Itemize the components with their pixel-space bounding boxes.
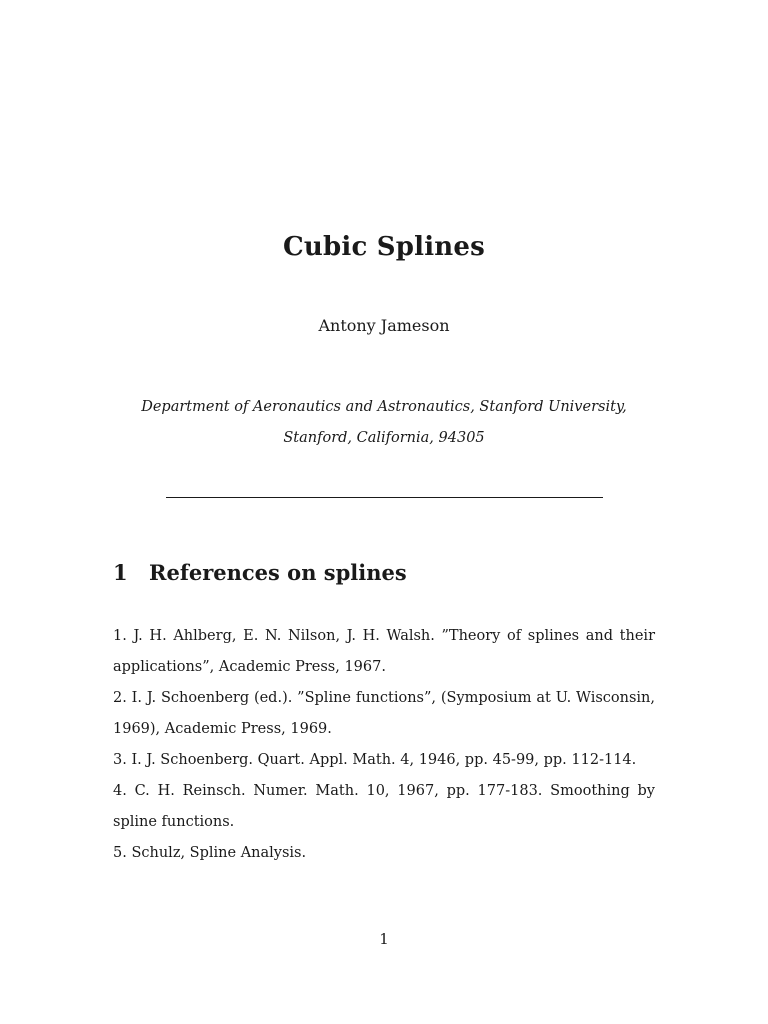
section-title: References on splines xyxy=(149,560,407,585)
section-number: 1 xyxy=(113,560,128,585)
author-name: Antony Jameson xyxy=(318,316,450,335)
paper-title: Cubic Splines xyxy=(283,232,485,262)
title-divider xyxy=(166,497,603,498)
reference-item: 1. J. H. Ahlberg, E. N. Nilson, J. H. Walsh. ”Theory of splines and their applications”, Academic Press, 1967. xyxy=(113,628,655,675)
reference-item: 4. C. H. Reinsch. Numer. Math. 10, 1967, pp. 177-183. Smoothing by spline functions. xyxy=(113,783,655,830)
reference-item: 2. I. J. Schoenberg (ed.). ”Spline functions”, (Symposium at U. Wisconsin, 1969), Academic Press, 1969. xyxy=(113,690,655,737)
author-affiliation: Department of Aeronautics and Astronautics, Stanford University, Stanford, California, 94305 xyxy=(141,399,627,446)
reference-list xyxy=(113,621,655,869)
page-number: 1 xyxy=(379,930,389,948)
section-heading xyxy=(113,560,407,585)
reference-item: 3. I. J. Schoenberg. Quart. Appl. Math. 4, 1946, pp. 45-99, pp. 112-114. xyxy=(113,752,637,768)
reference-item: 5. Schulz, Spline Analysis. xyxy=(113,845,307,861)
